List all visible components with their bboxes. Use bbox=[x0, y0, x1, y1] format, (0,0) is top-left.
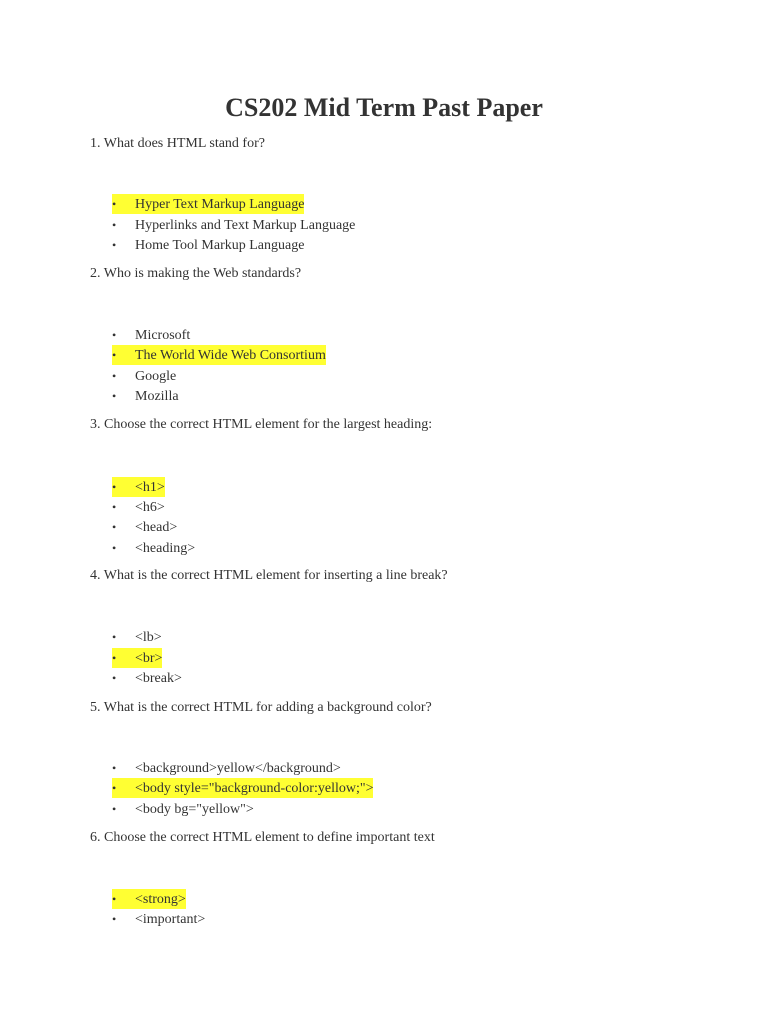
bullet-icon: • bbox=[112, 671, 117, 685]
option-5c bbox=[112, 799, 254, 819]
option-text: Home Tool Markup Language bbox=[135, 238, 305, 253]
bullet-icon: • bbox=[112, 630, 117, 644]
question-1: 1. What does HTML stand for? bbox=[90, 136, 265, 151]
question-5: 5. What is the correct HTML for adding a background color? bbox=[90, 700, 432, 715]
option-4c bbox=[112, 668, 182, 688]
option-text: <break> bbox=[135, 671, 182, 686]
bullet-icon: • bbox=[112, 541, 117, 555]
option-text: <body style="background-color:yellow;"> bbox=[135, 781, 374, 796]
option-text: <important> bbox=[135, 912, 206, 927]
bullet-icon: • bbox=[112, 892, 117, 906]
option-text: <head> bbox=[135, 520, 178, 535]
option-6a bbox=[112, 889, 186, 909]
bullet-icon: • bbox=[112, 761, 117, 775]
bullet-icon: • bbox=[112, 348, 117, 362]
bullet-icon: • bbox=[112, 781, 117, 795]
option-3c bbox=[112, 517, 177, 537]
page-title: CS202 Mid Term Past Paper bbox=[225, 93, 543, 122]
bullet-icon: • bbox=[112, 238, 117, 252]
option-1a bbox=[112, 194, 304, 214]
option-6b bbox=[112, 909, 205, 929]
bullet-icon: • bbox=[112, 389, 117, 403]
option-text: <heading> bbox=[135, 541, 196, 556]
option-5a bbox=[112, 758, 341, 778]
bullet-icon: • bbox=[112, 369, 117, 383]
option-2d bbox=[112, 386, 179, 406]
option-3a bbox=[112, 477, 165, 497]
bullet-icon: • bbox=[112, 328, 117, 342]
option-1c bbox=[112, 235, 304, 255]
bullet-icon: • bbox=[112, 520, 117, 534]
bullet-icon: • bbox=[112, 197, 117, 211]
option-text: <background>yellow</background> bbox=[135, 761, 341, 776]
bullet-icon: • bbox=[112, 912, 117, 926]
question-6: 6. Choose the correct HTML element to define important text bbox=[90, 830, 435, 845]
option-4a bbox=[112, 627, 162, 647]
option-text: <h6> bbox=[135, 500, 165, 515]
bullet-icon: • bbox=[112, 480, 117, 494]
question-4: 4. What is the correct HTML element for inserting a line break? bbox=[90, 568, 448, 583]
option-3b bbox=[112, 497, 165, 517]
option-text: Microsoft bbox=[135, 328, 191, 343]
option-text: <h1> bbox=[135, 480, 165, 495]
option-text: <strong> bbox=[135, 892, 186, 907]
option-1b bbox=[112, 215, 355, 235]
option-text: Hyper Text Markup Language bbox=[135, 197, 305, 212]
bullet-icon: • bbox=[112, 651, 117, 665]
option-text: Google bbox=[135, 369, 177, 384]
option-2a bbox=[112, 325, 190, 345]
option-text: <body bg="yellow"> bbox=[135, 802, 254, 817]
bullet-icon: • bbox=[112, 500, 117, 514]
question-2: 2. Who is making the Web standards? bbox=[90, 266, 302, 281]
option-text: Hyperlinks and Text Markup Language bbox=[135, 218, 356, 233]
option-2c bbox=[112, 366, 176, 386]
option-text: Mozilla bbox=[135, 389, 179, 404]
question-3: 3. Choose the correct HTML element for the largest heading: bbox=[90, 417, 433, 432]
option-text: The World Wide Web Consortium bbox=[135, 348, 326, 363]
option-3d bbox=[112, 538, 195, 558]
bullet-icon: • bbox=[112, 218, 117, 232]
bullet-icon: • bbox=[112, 802, 117, 816]
option-text: <br> bbox=[135, 651, 163, 666]
option-5b bbox=[112, 778, 373, 798]
option-text: <lb> bbox=[135, 630, 162, 645]
option-2b bbox=[112, 345, 326, 365]
option-4b bbox=[112, 648, 162, 668]
